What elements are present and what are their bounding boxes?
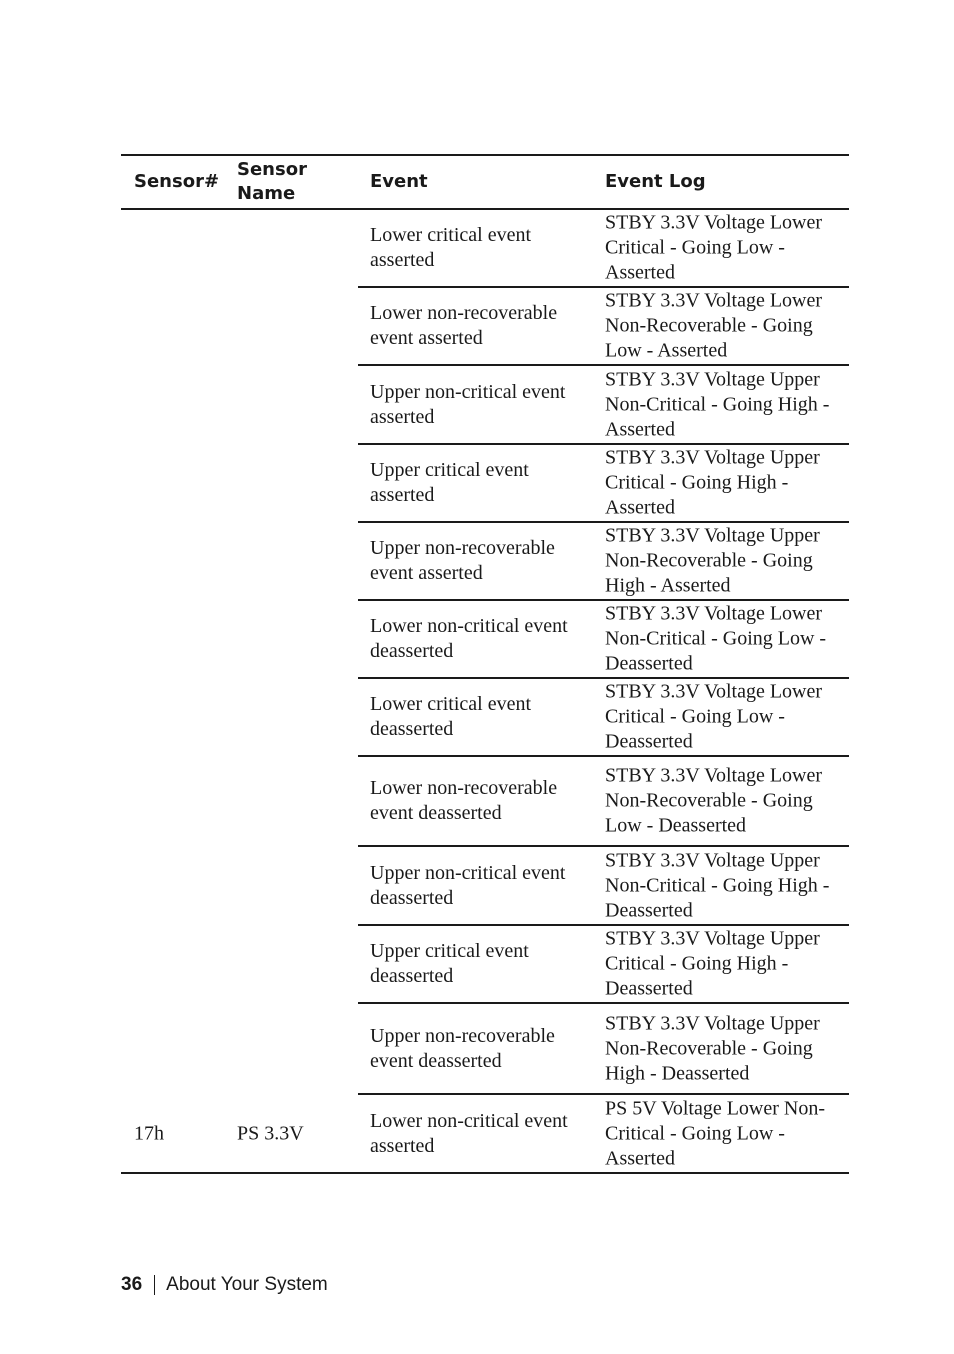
- table-row: [121, 523, 849, 601]
- header-sensor-name: Sensor Name: [237, 159, 307, 204]
- event-log-cell: STBY 3.3V Voltage Lower Non-Recoverable - Going Low - Deasserted: [605, 764, 823, 837]
- event-log-cell: PS 5V Voltage Lower Non-Critical - Going Low - Asserted: [605, 1097, 825, 1169]
- event-log-cell: STBY 3.3V Voltage Lower Critical - Going Low - Deasserted: [605, 680, 823, 753]
- event-log-cell: STBY 3.3V Voltage Upper Non-Critical - Going High - Deasserted: [605, 849, 830, 921]
- header-event: Event: [370, 171, 428, 192]
- section-title: About Your System: [166, 1274, 328, 1295]
- table-row: [121, 926, 849, 1004]
- event-log-cell: STBY 3.3V Voltage Lower Non-Recoverable - Going Low - Asserted: [605, 289, 823, 362]
- event-cell: Lower non-recoverable event deasserted: [370, 777, 558, 824]
- table-row: [121, 210, 849, 288]
- header-event-log: Event Log: [605, 171, 706, 192]
- event-log-cell: STBY 3.3V Voltage Upper Non-Recoverable - Going High - Asserted: [605, 524, 820, 597]
- table-row: [121, 445, 849, 523]
- table-row: [121, 288, 849, 366]
- event-cell: Upper non-recoverable event deasserted: [370, 1024, 555, 1072]
- event-log-cell: STBY 3.3V Voltage Upper Non-Critical - Going High - Asserted: [605, 368, 830, 440]
- table-header: [121, 154, 849, 210]
- event-cell: Lower non-critical event deasserted: [370, 615, 568, 662]
- event-cell: Upper non-recoverable event asserted: [370, 537, 555, 584]
- page-footer: [121, 1272, 328, 1298]
- event-cell: Lower non-recoverable event asserted: [370, 302, 558, 349]
- event-cell: Upper critical event asserted: [370, 459, 529, 506]
- footer-divider: [154, 1275, 155, 1295]
- event-log-cell: STBY 3.3V Voltage Upper Critical - Going High - Asserted: [605, 446, 820, 519]
- sensor-name-cell: PS 3.3V: [237, 1122, 304, 1144]
- event-log-cell: STBY 3.3V Voltage Upper Critical - Going High - Deasserted: [605, 927, 820, 1000]
- table-row: [121, 679, 849, 757]
- sensor-event-table: [121, 154, 849, 1174]
- table-row: [121, 601, 849, 679]
- page-number: 36: [121, 1274, 143, 1295]
- event-cell: Upper non-critical event asserted: [370, 380, 566, 428]
- table-row: [121, 1004, 849, 1095]
- table-row: [121, 1095, 849, 1174]
- event-cell: Upper critical event deasserted: [370, 940, 529, 987]
- sensor-number-cell: 17h: [134, 1122, 164, 1144]
- header-sensor-number: Sensor#: [134, 171, 220, 192]
- event-log-cell: STBY 3.3V Voltage Lower Critical - Going Low - Asserted: [605, 211, 823, 284]
- event-cell: Lower non-critical event asserted: [370, 1109, 568, 1157]
- event-log-cell: STBY 3.3V Voltage Upper Non-Recoverable - Going High - Deasserted: [605, 1012, 820, 1084]
- event-log-cell: STBY 3.3V Voltage Lower Non-Critical - Going Low - Deasserted: [605, 602, 827, 675]
- event-cell: Lower critical event asserted: [370, 224, 532, 271]
- table-row: [121, 366, 849, 445]
- event-cell: Upper non-critical event deasserted: [370, 861, 566, 909]
- table-row: [121, 757, 849, 847]
- table-row: [121, 847, 849, 926]
- event-cell: Lower critical event deasserted: [370, 693, 532, 740]
